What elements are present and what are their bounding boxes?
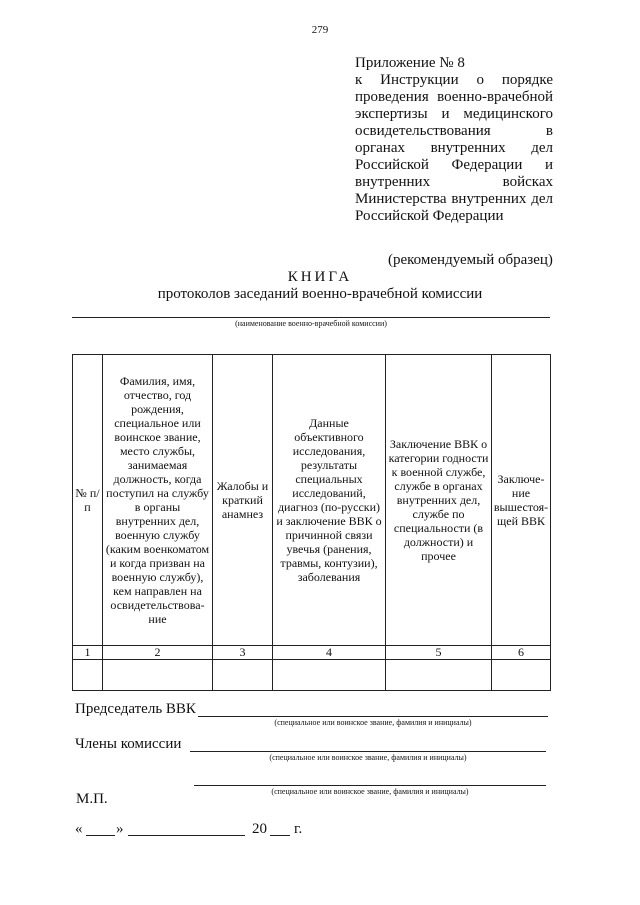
appendix-line: проведения военно-врачебной [355, 89, 553, 105]
header-cell-number: № п/п [73, 355, 103, 646]
appendix-line: органах внутренних дел [355, 140, 553, 156]
appendix-line: экспертизы и медицинского [355, 106, 553, 122]
header-cell-conclusion: Заключение ВВК о категории годности к военной службе, службе в органах внутренних дел, службе по специальности (в должности) и прочее [386, 355, 492, 646]
book-title: КНИГА [287, 269, 353, 285]
chairman-label: Председатель ВВК [75, 701, 196, 717]
appendix-line: внутренних войсках [355, 174, 553, 190]
table-header-row [73, 355, 551, 646]
table-row [73, 660, 551, 691]
page-number: 279 [311, 24, 329, 36]
date-close-quote: » [116, 821, 124, 837]
table-cell [386, 660, 492, 691]
table-cell [213, 660, 273, 691]
table-cell [273, 660, 386, 691]
column-number: 5 [386, 646, 492, 660]
protocol-table [72, 354, 551, 691]
appendix-block [355, 55, 553, 225]
header-cell-person: Фамилия, имя, отчество, год рождения, специальное или воинское звание, место службы, занимаемая должность, когда поступил на службу в органы внутренних дел, военную службу (каким военкоматом и когда призван на военную службу), кем направлен на освидетельствова-ние [103, 355, 213, 646]
stamp-label: М.П. [76, 791, 108, 807]
column-number: 2 [103, 646, 213, 660]
appendix-line: к Инструкции о порядке [355, 72, 553, 88]
table-cell [492, 660, 551, 691]
date-day-line [86, 835, 115, 836]
commission-name-caption: (наименование военно-врачебной комиссии) [235, 319, 387, 328]
members-label: Члены комиссии [75, 736, 182, 752]
date-open-quote: « [75, 821, 83, 837]
chairman-signature-line [198, 716, 548, 717]
header-cell-higher-conclusion: Заключе-ние вышестоя-щей ВВК [492, 355, 551, 646]
date-month-line [128, 835, 245, 836]
members-signature-line-2 [194, 785, 546, 786]
appendix-line: Приложение № 8 [355, 55, 465, 71]
date-year-suffix: г. [294, 821, 303, 837]
members-signature-caption: (специальное или воинское звание, фамилия и инициалы) [269, 753, 467, 762]
date-year-line [270, 835, 290, 836]
members-signature-line [190, 751, 546, 752]
date-year-prefix: 20 [252, 821, 267, 837]
members-signature-caption-2: (специальное или воинское звание, фамилия и инициалы) [271, 787, 469, 796]
column-number: 4 [273, 646, 386, 660]
appendix-line: Российской Федерации и [355, 157, 553, 173]
column-number-row [73, 646, 551, 660]
chairman-signature-caption: (специальное или воинское звание, фамилия и инициалы) [274, 718, 472, 727]
book-subtitle: протоколов заседаний военно-врачебной комиссии [157, 286, 483, 302]
column-number: 3 [213, 646, 273, 660]
table-cell [103, 660, 213, 691]
recommended-sample-note: (рекомендуемый образец) [388, 252, 553, 268]
appendix-line: освидетельствования в [355, 123, 553, 139]
table-cell [73, 660, 103, 691]
column-number: 1 [73, 646, 103, 660]
column-number: 6 [492, 646, 551, 660]
appendix-line: Российской Федерации [355, 208, 504, 224]
commission-name-line [72, 317, 550, 318]
appendix-line: Министерства внутренних дел [355, 191, 553, 207]
header-cell-complaints: Жалобы и краткий анамнез [213, 355, 273, 646]
header-cell-examination: Данные объективного исследования, результаты специальных исследований, диагноз (по-русски) и заключение ВВК о причинной связи увечья (ранения, травмы, контузии), заболевания [273, 355, 386, 646]
